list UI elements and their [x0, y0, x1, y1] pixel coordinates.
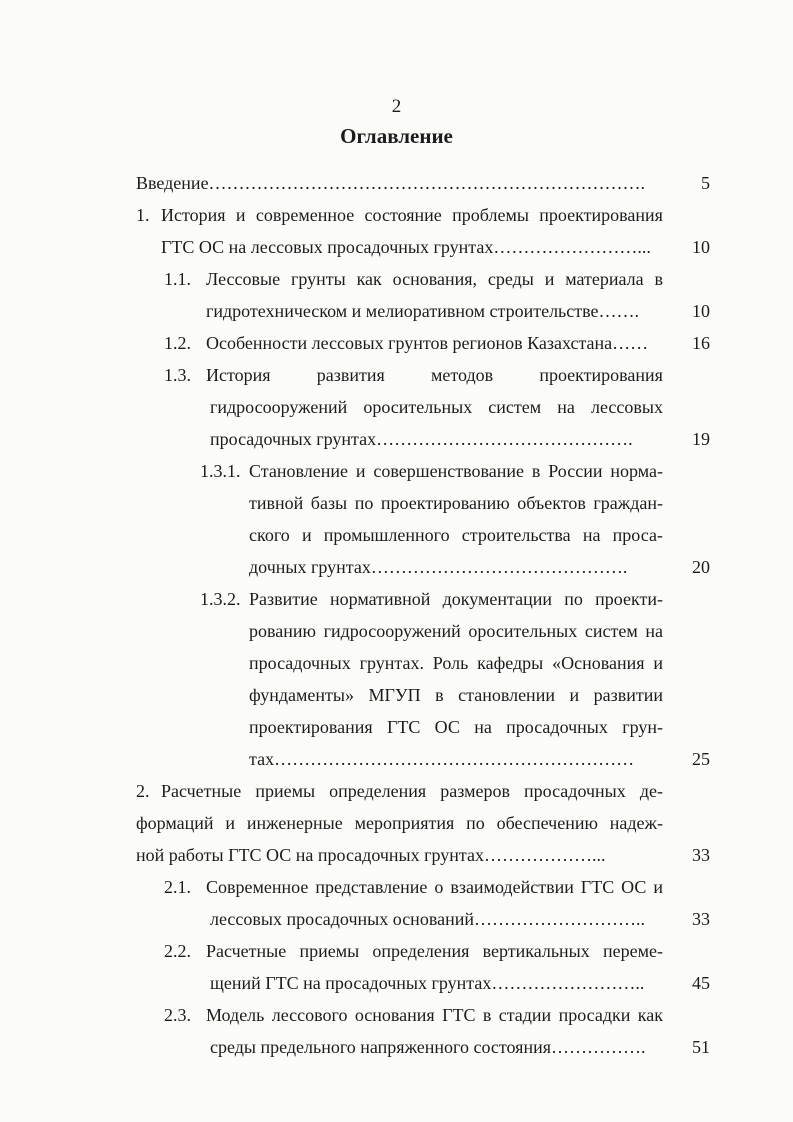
toc-entry-1-3-2[interactable]: Развитие нормативной документации по проекти-: [249, 589, 663, 609]
toc-page-2-2: 45: [692, 973, 710, 993]
toc-page-1-2: 16: [692, 333, 710, 353]
toc-entry-intro[interactable]: Введение……………………………………………………………….: [136, 173, 646, 193]
toc-entry-1-3-2-cont[interactable]: тах……………………………………………………: [249, 749, 635, 769]
toc-entry-1-3-2-cont[interactable]: проектирования ГТС ОС на просадочных грун-: [249, 717, 663, 737]
toc-entry-1-1-cont[interactable]: гидротехническом и мелиоративном строительстве…….: [206, 301, 640, 321]
toc-entry-1-2[interactable]: Особенности лессовых грунтов регионов Казахстана……: [206, 333, 649, 353]
toc-entry-1-3-1-cont[interactable]: ского и промышленного строительства на проса-: [249, 525, 663, 545]
toc-entry-1-3-1-cont[interactable]: тивной базы по проектированию объектов граждан-: [249, 493, 663, 513]
page-number: 2: [391, 96, 402, 117]
toc-entry-2[interactable]: Расчетные приемы определения размеров просадочных де-: [161, 781, 663, 801]
toc-entry-1-3-1[interactable]: Становление и совершенствование в России норма-: [249, 461, 663, 481]
toc-title: Оглавление: [340, 124, 453, 148]
toc-entry-1-3-2-cont[interactable]: просадочных грунтах. Роль кафедры «Основания и: [249, 653, 663, 673]
toc-entry-1-1[interactable]: Лессовые грунты как основания, среды и материала в: [206, 269, 663, 289]
toc-entry-1-cont[interactable]: ГТС ОС на лессовых просадочных грунтах……………………...: [161, 237, 651, 257]
toc-page-2-1: 33: [692, 909, 710, 929]
toc-entry-number: 2.: [136, 781, 150, 801]
toc-entry-number: 1.1.: [164, 269, 191, 289]
toc-entry-1-3-2-cont[interactable]: фундаменты» МГУП в становлении и развитии: [249, 685, 663, 705]
toc-entry-2-1[interactable]: Современное представление о взаимодействии ГТС ОС и: [206, 877, 663, 897]
toc-page-1-3-1: 20: [692, 557, 710, 577]
toc-page-2-3: 51: [692, 1037, 710, 1057]
toc-page-1-1: 10: [692, 301, 710, 321]
toc-entry-1[interactable]: История и современное состояние проблемы проектирования: [161, 205, 663, 225]
toc-entry-number: 1.3.: [164, 365, 191, 385]
toc-entry-2-1-cont[interactable]: лессовых просадочных оснований………………………..: [210, 909, 645, 929]
toc-entry-1-3-cont[interactable]: просадочных грунтах…………………………………….: [210, 429, 633, 449]
toc-entry-2-2[interactable]: Расчетные приемы определения вертикальных переме-: [206, 941, 663, 961]
toc-entry-number: 2.1.: [164, 877, 191, 897]
toc-page-2: 33: [692, 845, 710, 865]
toc-entry-2-cont[interactable]: ной работы ГТС ОС на просадочных грунтах………………...: [136, 845, 606, 865]
toc-entry-1-3-cont[interactable]: гидросооружений оросительных систем на лессовых: [210, 397, 663, 417]
toc-entry-number: 1.3.1.: [200, 461, 241, 481]
toc-entry-2-cont[interactable]: формаций и инженерные мероприятия по обеспечению надеж-: [136, 813, 663, 833]
toc-entry-1-3-2-cont[interactable]: рованию гидросооружений оросительных систем на: [249, 621, 663, 641]
toc-page-1-3-2: 25: [692, 749, 710, 769]
toc-entry-number: 1.: [136, 205, 150, 225]
toc-entry-number: 1.2.: [164, 333, 191, 353]
toc-page-1-3: 19: [692, 429, 710, 449]
toc-entry-1-3-1-cont[interactable]: дочных грунтах…………………………………….: [249, 557, 628, 577]
toc-entry-number: 2.2.: [164, 941, 191, 961]
toc-page-1: 10: [692, 237, 710, 257]
toc-entry-number: 1.3.2.: [200, 589, 241, 609]
toc-entry-1-3[interactable]: История развития методов проектирования: [206, 365, 663, 385]
toc-entry-number: 2.3.: [164, 1005, 191, 1025]
toc-entry-2-2-cont[interactable]: щений ГТС на просадочных грунтах……………………..: [210, 973, 645, 993]
toc-entry-2-3-cont[interactable]: среды предельного напряженного состояния…………….: [210, 1037, 646, 1057]
toc-entry-2-3[interactable]: Модель лессового основания ГТС в стадии просадки как: [206, 1005, 663, 1025]
toc-page-intro: 5: [701, 173, 710, 193]
